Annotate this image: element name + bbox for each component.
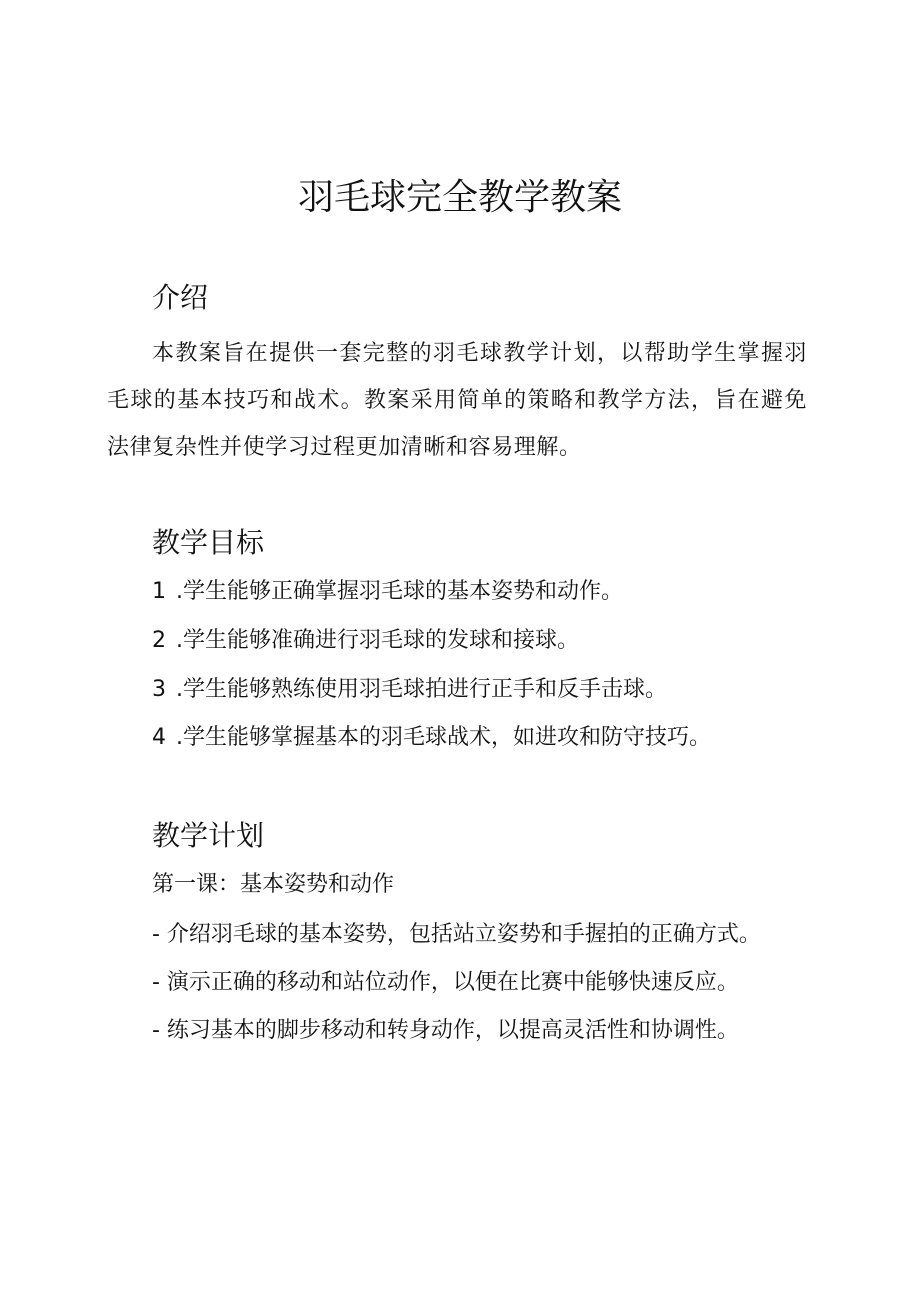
- document-title: 羽毛球完全教学教案: [297, 177, 622, 218]
- plan-heading: 教学计划: [152, 819, 265, 852]
- intro-heading: 介绍: [152, 281, 209, 314]
- intro-paragraph: 本教案旨在提供一套完整的羽毛球教学计划，以帮助学生掌握羽毛球的基本技巧和战术。教案采用简单的策略和教学方法，旨在避免法律复杂性并使学习过程更加清晰和容易理解。: [107, 341, 807, 460]
- goal-text: .学生能够熟练使用羽毛球拍进行正手和反手击球。: [176, 677, 667, 702]
- plan-item-3: - 练习基本的脚步移动和转身动作，以提高灵活性和协调性。: [152, 1018, 739, 1043]
- goal-text: .学生能够正确掌握羽毛球的基本姿势和动作。: [176, 579, 623, 604]
- lesson-title: 第一课：基本姿势和动作: [152, 872, 395, 897]
- goal-text: .学生能够准确进行羽毛球的发球和接球。: [176, 628, 579, 653]
- goal-number: 1: [152, 579, 166, 604]
- goal-number: 3: [152, 677, 166, 702]
- goal-text: .学生能够掌握基本的羽毛球战术，如进攻和防守技巧。: [176, 725, 711, 750]
- goal-item-4: [152, 723, 711, 753]
- goal-number: 4: [152, 725, 166, 750]
- goal-item-2: [152, 626, 579, 656]
- goals-heading: 教学目标: [152, 526, 265, 559]
- plan-item-1: - 介绍羽毛球的基本姿势，包括站立姿势和手握拍的正确方式。: [152, 922, 761, 947]
- plan-item-2: - 演示正确的移动和站位动作，以便在比赛中能够快速反应。: [152, 970, 739, 995]
- goal-number: 2: [152, 628, 166, 653]
- goal-item-1: [152, 577, 623, 607]
- goal-item-3: [152, 675, 667, 705]
